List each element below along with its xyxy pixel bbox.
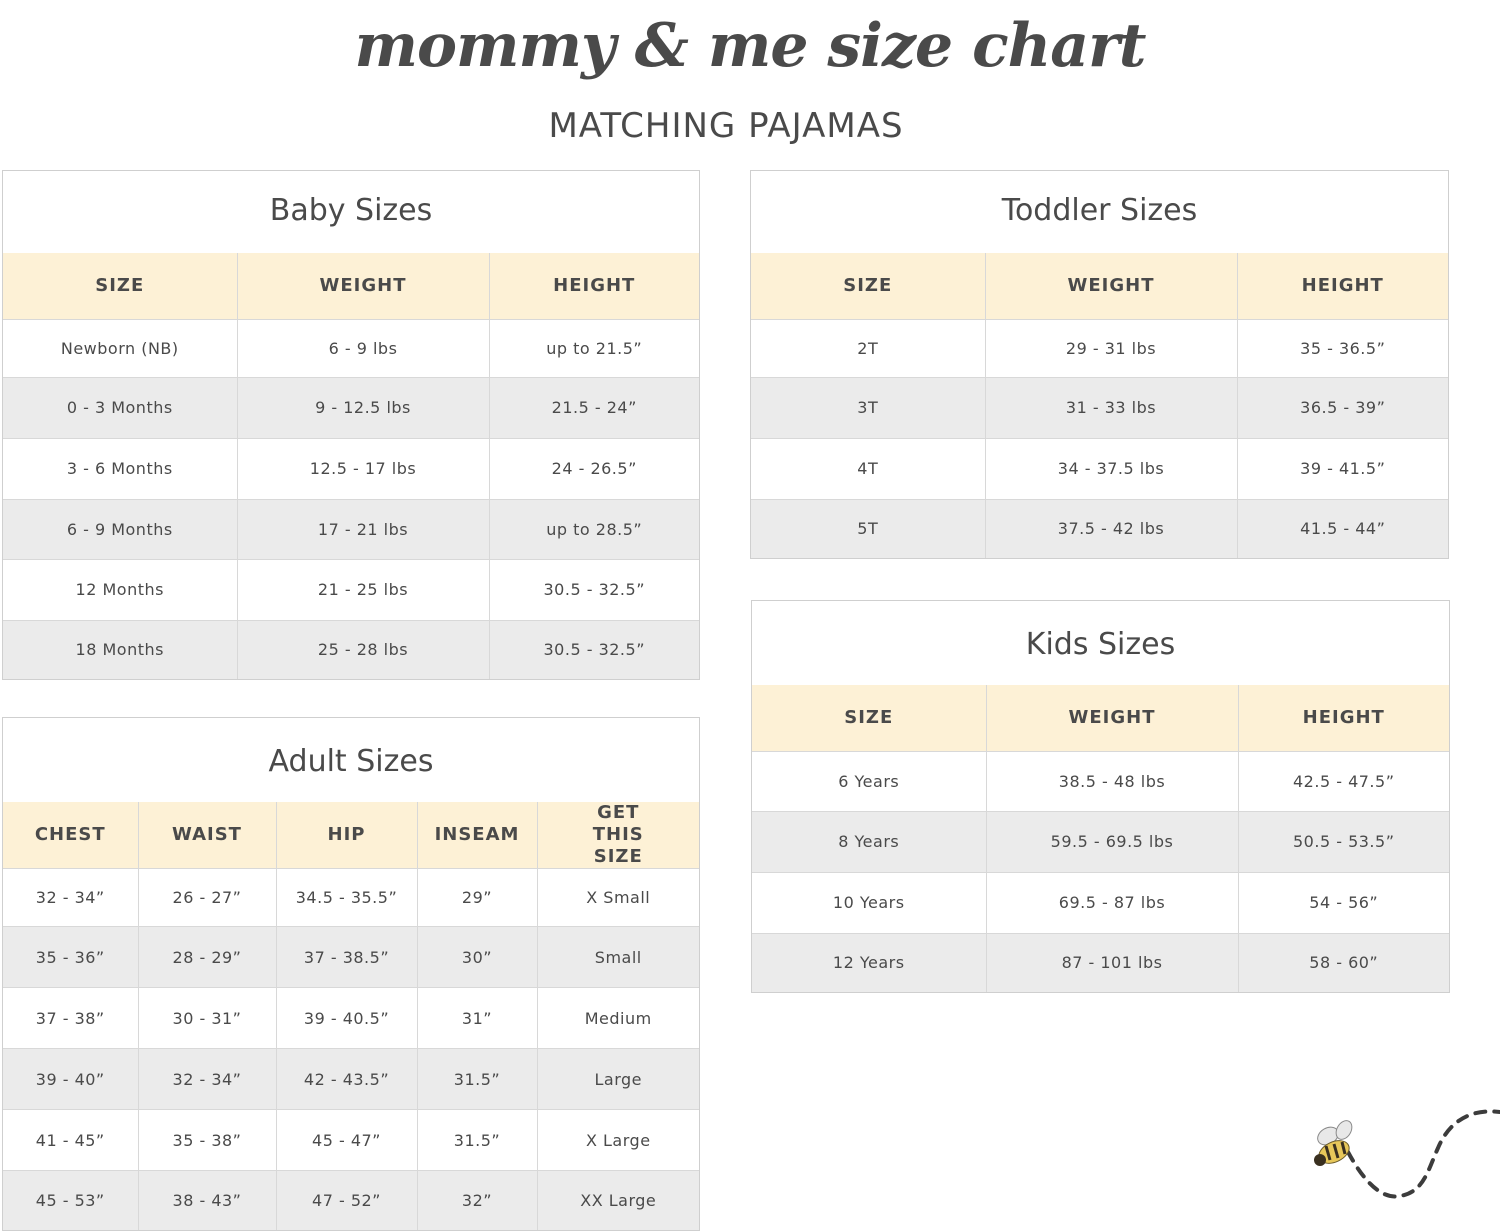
height-cell: 30.5 - 32.5” xyxy=(489,559,699,620)
kids-sizes-panel xyxy=(751,600,1450,993)
inseam-cell: 31” xyxy=(417,988,537,1049)
subtitle: MATCHING PAJAMAS xyxy=(548,106,904,146)
size-cell: 12 Months xyxy=(3,559,237,620)
weight-cell: 6 - 9 lbs xyxy=(237,319,489,377)
inseam-cell: 29” xyxy=(417,869,537,927)
height-cell: 24 - 26.5” xyxy=(489,438,699,499)
chest-cell: 41 - 45” xyxy=(3,1110,138,1171)
adult-sizes-table xyxy=(3,802,699,1230)
table-row xyxy=(751,319,1448,377)
size-cell: X Small xyxy=(537,869,699,927)
height-cell: 41.5 - 44” xyxy=(1237,499,1448,558)
adult-sizes-title: Adult Sizes xyxy=(268,744,434,779)
size-cell: 4T xyxy=(751,438,985,499)
column-header: HEIGHT xyxy=(1237,253,1448,319)
size-cell: Medium xyxy=(537,988,699,1049)
column-header: HEIGHT xyxy=(1238,685,1449,751)
baby-sizes-table xyxy=(3,253,699,679)
waist-cell: 26 - 27” xyxy=(138,869,276,927)
kids-sizes-table xyxy=(752,685,1449,992)
column-header: GET THIS SIZE xyxy=(537,802,699,869)
weight-cell: 59.5 - 69.5 lbs xyxy=(986,811,1238,872)
table-row xyxy=(752,811,1449,872)
table-row xyxy=(751,499,1448,558)
chest-cell: 37 - 38” xyxy=(3,988,138,1049)
size-cell: 3 - 6 Months xyxy=(3,438,237,499)
size-cell: XX Large xyxy=(537,1171,699,1230)
height-cell: up to 21.5” xyxy=(489,319,699,377)
inseam-cell: 31.5” xyxy=(417,1110,537,1171)
height-cell: 30.5 - 32.5” xyxy=(489,620,699,679)
table-row xyxy=(752,872,1449,933)
height-cell: 58 - 60” xyxy=(1238,933,1449,992)
column-header: SIZE xyxy=(3,253,237,319)
table-row xyxy=(3,1171,699,1230)
table-row xyxy=(3,438,699,499)
chest-cell: 32 - 34” xyxy=(3,869,138,927)
waist-cell: 38 - 43” xyxy=(138,1171,276,1230)
column-header: SIZE xyxy=(751,253,985,319)
toddler-sizes-panel xyxy=(750,170,1449,559)
size-cell: 3T xyxy=(751,377,985,438)
inseam-cell: 31.5” xyxy=(417,1049,537,1110)
waist-cell: 35 - 38” xyxy=(138,1110,276,1171)
column-header: CHEST xyxy=(3,802,138,869)
weight-cell: 87 - 101 lbs xyxy=(986,933,1238,992)
table-row xyxy=(3,927,699,988)
height-cell: up to 28.5” xyxy=(489,499,699,559)
inseam-cell: 30” xyxy=(417,927,537,988)
weight-cell: 38.5 - 48 lbs xyxy=(986,751,1238,811)
bee-icon xyxy=(1300,1100,1500,1231)
size-cell: 10 Years xyxy=(752,872,986,933)
table-row xyxy=(752,751,1449,811)
table-row xyxy=(3,377,699,438)
table-row xyxy=(3,499,699,559)
table-row xyxy=(3,559,699,620)
column-header: SIZE xyxy=(752,685,986,751)
size-cell: 6 Years xyxy=(752,751,986,811)
weight-cell: 12.5 - 17 lbs xyxy=(237,438,489,499)
height-cell: 54 - 56” xyxy=(1238,872,1449,933)
height-cell: 39 - 41.5” xyxy=(1237,438,1448,499)
weight-cell: 34 - 37.5 lbs xyxy=(985,438,1237,499)
size-cell: Large xyxy=(537,1049,699,1110)
weight-cell: 31 - 33 lbs xyxy=(985,377,1237,438)
inseam-cell: 32” xyxy=(417,1171,537,1230)
column-header: INSEAM xyxy=(417,802,537,869)
column-header: HIP xyxy=(276,802,417,869)
table-row xyxy=(3,988,699,1049)
weight-cell: 37.5 - 42 lbs xyxy=(985,499,1237,558)
chest-cell: 35 - 36” xyxy=(3,927,138,988)
weight-cell: 25 - 28 lbs xyxy=(237,620,489,679)
hip-cell: 39 - 40.5” xyxy=(276,988,417,1049)
waist-cell: 32 - 34” xyxy=(138,1049,276,1110)
table-row xyxy=(3,869,699,927)
table-row xyxy=(3,319,699,377)
weight-cell: 17 - 21 lbs xyxy=(237,499,489,559)
toddler-sizes-title: Toddler Sizes xyxy=(1001,193,1198,228)
table-row xyxy=(3,1110,699,1171)
table-row xyxy=(3,620,699,679)
hip-cell: 47 - 52” xyxy=(276,1171,417,1230)
toddler-sizes-table xyxy=(751,253,1448,558)
size-cell: Small xyxy=(537,927,699,988)
column-header: WEIGHT xyxy=(985,253,1237,319)
table-row xyxy=(751,438,1448,499)
baby-sizes-title: Baby Sizes xyxy=(269,193,433,228)
hip-cell: 37 - 38.5” xyxy=(276,927,417,988)
hip-cell: 34.5 - 35.5” xyxy=(276,869,417,927)
size-cell: Newborn (NB) xyxy=(3,319,237,377)
weight-cell: 69.5 - 87 lbs xyxy=(986,872,1238,933)
kids-sizes-title: Kids Sizes xyxy=(1025,627,1176,662)
chest-cell: 45 - 53” xyxy=(3,1171,138,1230)
script-title: mommy & me size chart xyxy=(354,11,1146,81)
size-cell: 18 Months xyxy=(3,620,237,679)
height-cell: 50.5 - 53.5” xyxy=(1238,811,1449,872)
height-cell: 35 - 36.5” xyxy=(1237,319,1448,377)
table-row xyxy=(752,933,1449,992)
column-header: HEIGHT xyxy=(489,253,699,319)
table-row xyxy=(3,1049,699,1110)
weight-cell: 21 - 25 lbs xyxy=(237,559,489,620)
size-cell: 12 Years xyxy=(752,933,986,992)
waist-cell: 30 - 31” xyxy=(138,988,276,1049)
column-header: WEIGHT xyxy=(237,253,489,319)
height-cell: 21.5 - 24” xyxy=(489,377,699,438)
adult-sizes-panel xyxy=(2,717,700,1231)
size-cell: 2T xyxy=(751,319,985,377)
baby-sizes-panel xyxy=(2,170,700,680)
table-row xyxy=(751,377,1448,438)
size-cell: 0 - 3 Months xyxy=(3,377,237,438)
height-cell: 36.5 - 39” xyxy=(1237,377,1448,438)
weight-cell: 29 - 31 lbs xyxy=(985,319,1237,377)
hip-cell: 42 - 43.5” xyxy=(276,1049,417,1110)
column-header: WEIGHT xyxy=(986,685,1238,751)
hip-cell: 45 - 47” xyxy=(276,1110,417,1171)
height-cell: 42.5 - 47.5” xyxy=(1238,751,1449,811)
weight-cell: 9 - 12.5 lbs xyxy=(237,377,489,438)
size-cell: X Large xyxy=(537,1110,699,1171)
column-header: WAIST xyxy=(138,802,276,869)
size-cell: 8 Years xyxy=(752,811,986,872)
size-cell: 5T xyxy=(751,499,985,558)
waist-cell: 28 - 29” xyxy=(138,927,276,988)
chest-cell: 39 - 40” xyxy=(3,1049,138,1110)
size-cell: 6 - 9 Months xyxy=(3,499,237,559)
